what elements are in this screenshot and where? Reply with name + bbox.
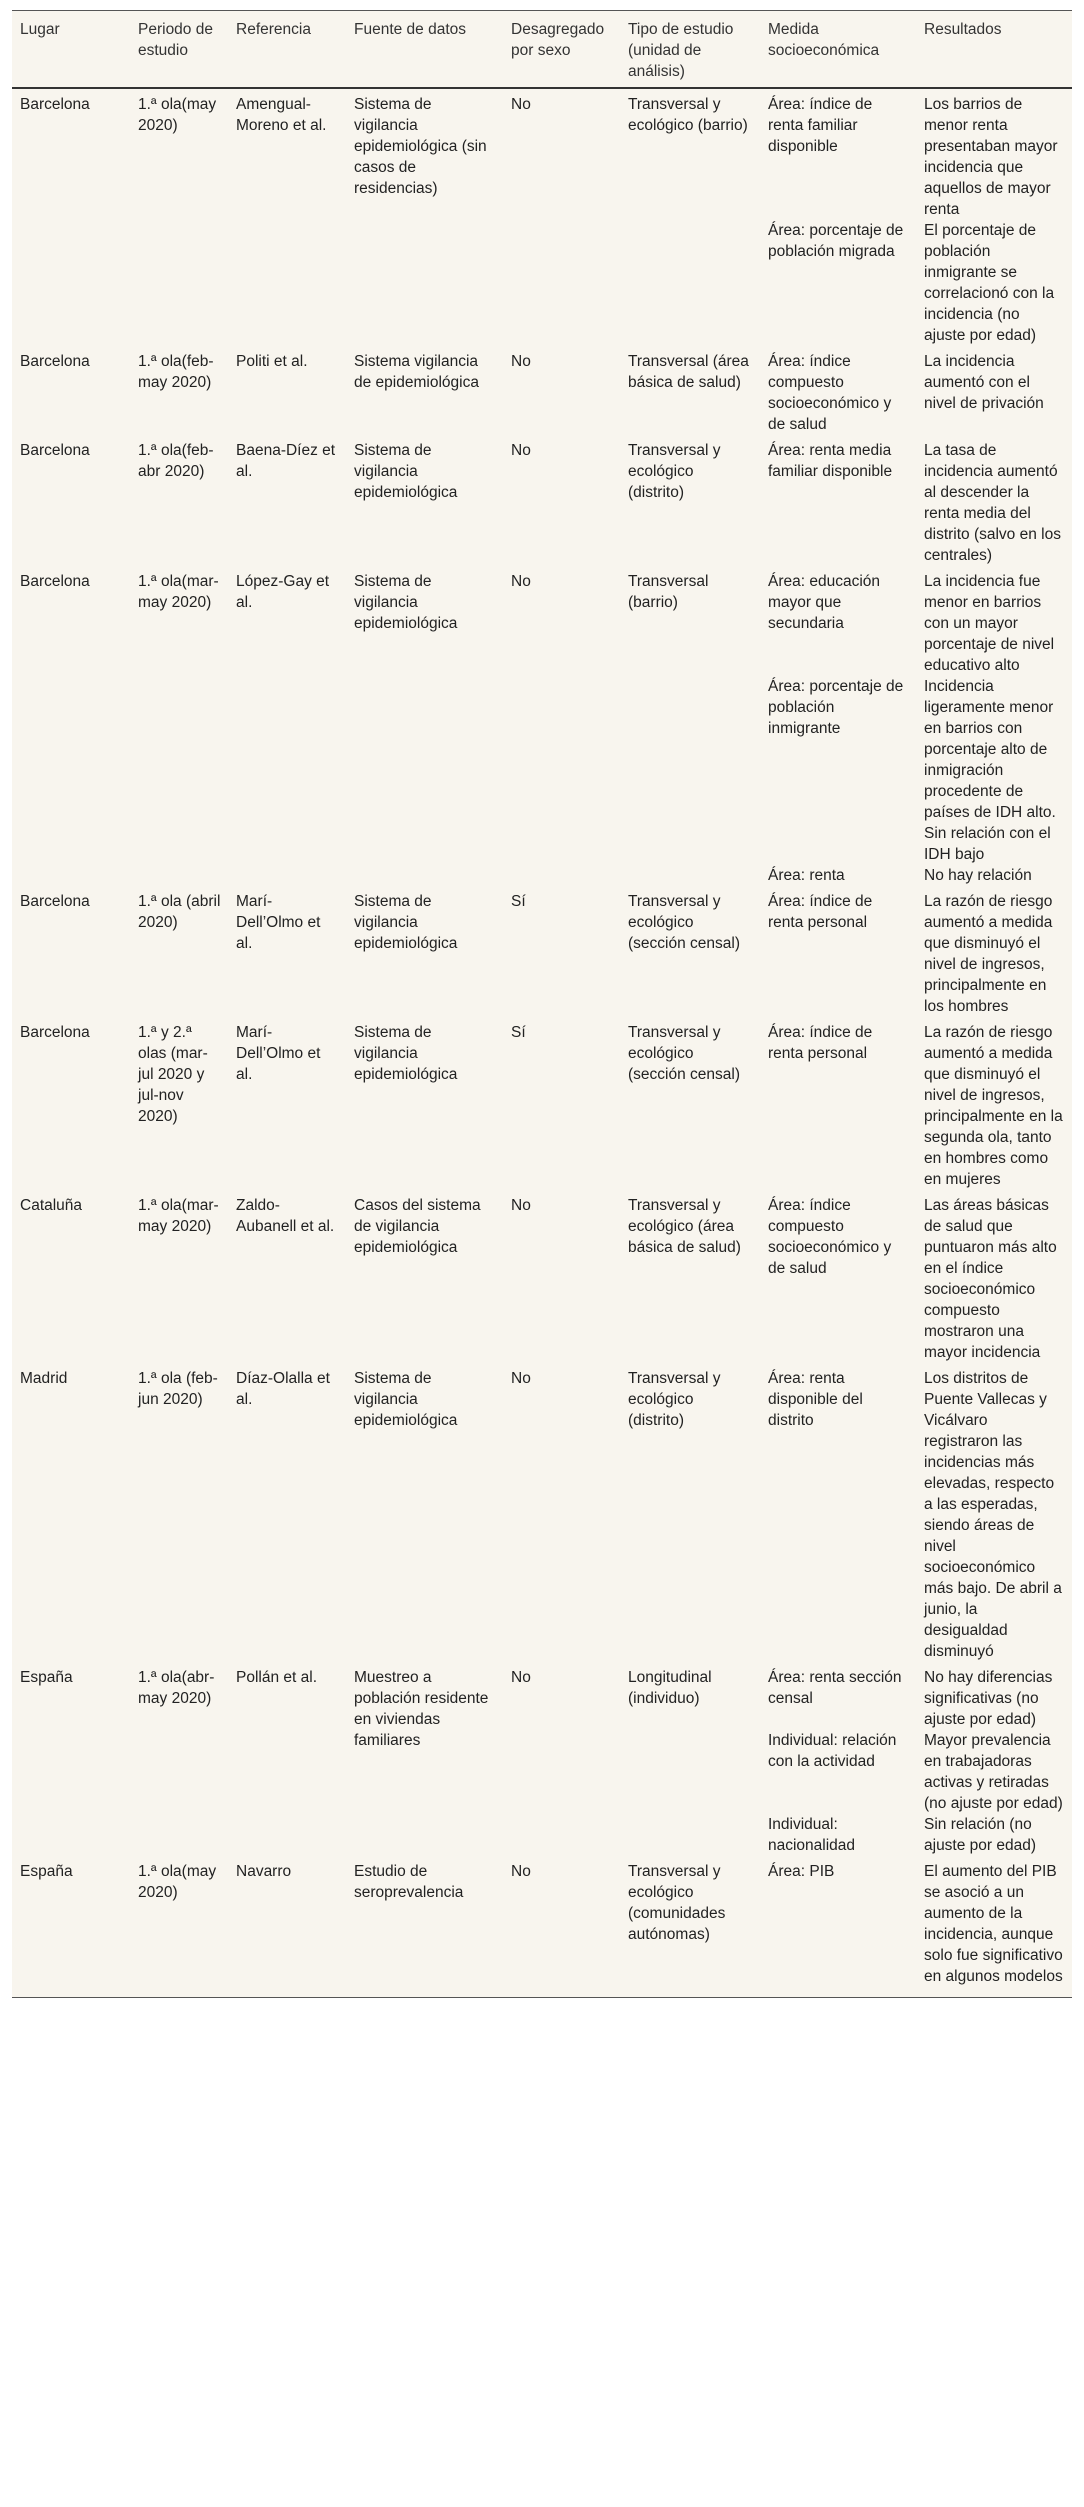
cell-resultado: La razón de riesgo aumentó a medida que disminuyó el nivel de ingresos, principalmente en la segunda ola, tanto en hombres como en mujeres (924, 1024, 1063, 1188)
cell-desagregado: No (511, 1370, 531, 1387)
cell-referencia: Navarro (236, 1863, 292, 1880)
cell-desagregado: No (511, 1669, 531, 1686)
header-fuente: Fuente de datos (354, 21, 467, 38)
cell-medida: Área: índice de renta personal (768, 893, 873, 931)
cell-referencia: Amengual-Moreno et al. (236, 96, 327, 134)
cell-referencia: López-Gay et al. (236, 573, 330, 611)
header-desagregado: Desagregado por sexo (511, 21, 605, 59)
cell-resultado: Los barrios de menor renta presentaban mayor incidencia que aquellos de mayor renta (924, 96, 1058, 218)
cell-tipo: Transversal y ecológico (distrito) (628, 1370, 721, 1429)
cell-desagregado: No (511, 573, 531, 590)
cell-medida: Área: índice compuesto socioeconómico y de salud (768, 1197, 892, 1277)
cell-periodo: 1.ª ola(abr-may 2020) (138, 1669, 215, 1707)
cell-referencia: Marí-Dell’Olmo et al. (236, 1024, 321, 1083)
cell-lugar: Barcelona (20, 96, 90, 113)
table-row (12, 1017, 1072, 1190)
cell-tipo: Transversal (área básica de salud) (628, 353, 749, 391)
cell-resultado: No hay diferencias significativas (no ajuste por edad) (924, 1669, 1053, 1728)
cell-lugar: Madrid (20, 1370, 68, 1387)
cell-periodo: 1.ª ola(mar-may 2020) (138, 573, 219, 611)
table-row (12, 566, 1072, 676)
cell-fuente: Sistema vigilancia de epidemiológica (354, 353, 479, 391)
cell-periodo: 1.ª ola(may 2020) (138, 1863, 217, 1901)
cell-referencia: Díaz-Olalla et al. (236, 1370, 330, 1408)
cell-resultado: Mayor prevalencia en trabajadoras activas y retiradas (no ajuste por edad) (924, 1732, 1063, 1812)
cell-resultado: No hay relación (924, 867, 1032, 884)
table-row (12, 1363, 1072, 1662)
cell-resultado: La tasa de incidencia aumentó al descender la renta media del distrito (salvo en los centrales) (924, 442, 1061, 564)
cell-periodo: 1.ª ola (abril 2020) (138, 893, 221, 931)
cell-tipo: Transversal y ecológico (comunidades autónomas) (628, 1863, 726, 1943)
cell-referencia: Marí-Dell’Olmo et al. (236, 893, 321, 952)
cell-desagregado: No (511, 442, 531, 459)
table-row (12, 1662, 1072, 1730)
cell-desagregado: No (511, 1197, 531, 1214)
cell-referencia: Pollán et al. (236, 1669, 317, 1686)
cell-tipo: Longitudinal (individuo) (628, 1669, 712, 1707)
cell-fuente: Sistema de vigilancia epidemiológica (354, 893, 458, 952)
cell-medida: Área: educación mayor que secundaria (768, 573, 881, 632)
cell-tipo: Transversal y ecológico (sección censal) (628, 893, 740, 952)
cell-medida: Área: porcentaje de población inmigrante (768, 678, 904, 737)
cell-tipo: Transversal y ecológico (distrito) (628, 442, 721, 501)
cell-periodo: 1.ª y 2.ª olas (mar-jul 2020 y jul-nov 2020) (138, 1024, 208, 1125)
cell-medida: Individual: nacionalidad (768, 1816, 856, 1854)
header-referencia: Referencia (236, 21, 311, 38)
cell-resultado: Incidencia ligeramente menor en barrios con porcentaje alto de inmigración procedente de países de IDH alto. Sin relación con el IDH bajo (924, 678, 1056, 863)
cell-medida: Área: renta sección censal (768, 1669, 902, 1707)
cell-fuente: Sistema de vigilancia epidemiológica (354, 573, 458, 632)
cell-medida: Área: índice compuesto socioeconómico y de salud (768, 353, 892, 433)
cell-desagregado: No (511, 96, 531, 113)
cell-lugar: España (20, 1669, 73, 1686)
cell-resultado: El aumento del PIB se asoció a un aumento de la incidencia, aunque solo fue significativo en algunos modelos (924, 1863, 1063, 1985)
cell-tipo: Transversal y ecológico (área básica de salud) (628, 1197, 741, 1256)
header-resultados: Resultados (924, 21, 1002, 38)
header-medida: Medida socioeconómica (768, 21, 880, 59)
cell-tipo: Transversal y ecológico (sección censal) (628, 1024, 740, 1083)
cell-fuente: Sistema de vigilancia epidemiológica (sin casos de residencias) (354, 96, 487, 197)
cell-desagregado: No (511, 1863, 531, 1880)
cell-periodo: 1.ª ola(may 2020) (138, 96, 217, 134)
cell-resultado: La incidencia aumentó con el nivel de privación (924, 353, 1044, 412)
table-row (12, 435, 1072, 566)
studies-table (12, 10, 1072, 1998)
cell-resultado: Las áreas básicas de salud que puntuaron más alto en el índice socioeconómico compuesto mostraron una mayor incidencia (924, 1197, 1057, 1361)
cell-resultado: La razón de riesgo aumentó a medida que disminuyó el nivel de ingresos, principalmente en los hombres (924, 893, 1053, 1015)
table-row (12, 1190, 1072, 1363)
cell-fuente: Muestreo a población residente en viviendas familiares (354, 1669, 489, 1749)
header-tipo: Tipo de estudio (unidad de análisis) (628, 21, 734, 80)
header-lugar: Lugar (20, 21, 60, 38)
cell-medida: Individual: relación con la actividad (768, 1732, 897, 1770)
cell-periodo: 1.ª ola (feb-jun 2020) (138, 1370, 218, 1408)
cell-periodo: 1.ª ola(feb-abr 2020) (138, 442, 214, 480)
table-row (12, 1856, 1072, 1998)
cell-fuente: Casos del sistema de vigilancia epidemiológica (354, 1197, 481, 1256)
cell-medida: Área: índice de renta familiar disponible (768, 96, 873, 155)
cell-medida: Área: porcentaje de población migrada (768, 222, 904, 260)
cell-resultado: La incidencia fue menor en barrios con un mayor porcentaje de nivel educativo alto (924, 573, 1055, 674)
cell-resultado: El porcentaje de población inmigrante se correlacionó con la incidencia (no ajuste por edad) (924, 222, 1055, 344)
cell-desagregado: Sí (511, 893, 526, 910)
cell-fuente: Sistema de vigilancia epidemiológica (354, 1370, 458, 1429)
cell-resultado: Los distritos de Puente Vallecas y Vicálvaro registraron las incidencias más elevadas, respecto a las esperadas, siendo áreas de nivel socioeconómico más bajo. De abril a junio, la desigualdad disminuyó (924, 1370, 1062, 1660)
cell-referencia: Baena-Díez et al. (236, 442, 336, 480)
table-row (12, 346, 1072, 435)
cell-resultado: Sin relación (no ajuste por edad) (924, 1816, 1037, 1854)
header-periodo: Periodo de estudio (138, 21, 213, 59)
header-row (12, 11, 1072, 89)
cell-periodo: 1.ª ola(mar-may 2020) (138, 1197, 219, 1235)
cell-tipo: Transversal y ecológico (barrio) (628, 96, 748, 134)
cell-medida: Área: índice de renta personal (768, 1024, 873, 1062)
cell-referencia: Politi et al. (236, 353, 308, 370)
cell-desagregado: Sí (511, 1024, 526, 1041)
table-row (12, 88, 1072, 220)
cell-lugar: España (20, 1863, 73, 1880)
cell-lugar: Barcelona (20, 442, 90, 459)
cell-lugar: Barcelona (20, 353, 90, 370)
cell-tipo: Transversal (barrio) (628, 573, 709, 611)
cell-referencia: Zaldo-Aubanell et al. (236, 1197, 335, 1235)
cell-fuente: Estudio de seroprevalencia (354, 1863, 464, 1901)
cell-lugar: Barcelona (20, 573, 90, 590)
cell-medida: Área: renta media familiar disponible (768, 442, 893, 480)
cell-medida: Área: renta disponible del distrito (768, 1370, 863, 1429)
table-body (12, 88, 1072, 1998)
table-row (12, 886, 1072, 1017)
cell-fuente: Sistema de vigilancia epidemiológica (354, 442, 458, 501)
cell-desagregado: No (511, 353, 531, 370)
cell-lugar: Barcelona (20, 893, 90, 910)
cell-fuente: Sistema de vigilancia epidemiológica (354, 1024, 458, 1083)
cell-medida: Área: PIB (768, 1863, 835, 1880)
cell-medida: Área: renta (768, 867, 845, 884)
cell-lugar: Barcelona (20, 1024, 90, 1041)
cell-lugar: Cataluña (20, 1197, 83, 1214)
cell-periodo: 1.ª ola(feb-may 2020) (138, 353, 214, 391)
